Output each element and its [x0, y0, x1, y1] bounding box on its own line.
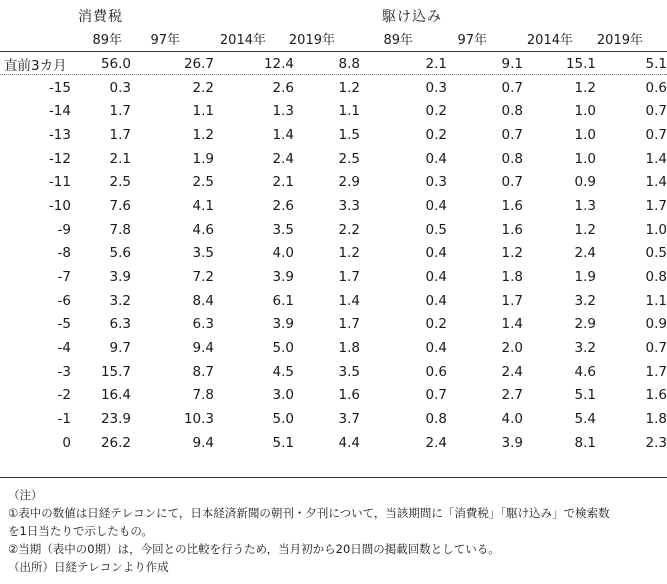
table-cell: 23.9 [100, 411, 131, 428]
table-cell: 4.6 [192, 221, 214, 238]
row-label: -3 [57, 363, 71, 380]
table-cell: 3.2 [574, 292, 596, 309]
table-cell: 2.2 [192, 79, 214, 96]
table-cell: 3.5 [338, 363, 360, 380]
table-cell: 1.9 [192, 150, 214, 167]
row-label: -7 [57, 269, 71, 286]
row-label: -14 [48, 103, 71, 120]
table-cell: 3.9 [272, 269, 294, 286]
table-cell: 3.5 [272, 221, 294, 238]
table-cell: 0.7 [645, 103, 667, 120]
table-cell: 8.8 [338, 55, 360, 72]
table-cell: 1.3 [574, 197, 596, 214]
table-cell: 1.8 [338, 340, 360, 357]
table-cell: 5.1 [645, 55, 667, 72]
table-cell: 3.7 [338, 411, 360, 428]
row-label: -5 [57, 316, 71, 333]
table-cell: 0.4 [425, 245, 447, 262]
table-cell: 4.5 [272, 363, 294, 380]
table-cell: 1.0 [574, 103, 596, 120]
table-cell: 5.1 [574, 387, 596, 404]
table-row [0, 431, 667, 455]
table-cell: 7.6 [109, 197, 131, 214]
group-header-rush-demand: 駆け込み [382, 9, 442, 25]
table-cell: 4.4 [338, 434, 360, 451]
table-cell: 2.3 [645, 434, 667, 451]
table-cell: 2.5 [109, 174, 131, 191]
group-header-consumption-tax: 消費税 [78, 9, 123, 25]
table-row [0, 52, 667, 76]
table-cell: 3.9 [109, 269, 131, 286]
table-cell: 0.7 [425, 387, 447, 404]
table-cell: 0.8 [501, 103, 523, 120]
table-cell: 1.7 [338, 269, 360, 286]
table-cell: 3.2 [574, 340, 596, 357]
table-cell: 1.2 [501, 245, 523, 262]
table-cell: 3.2 [109, 292, 131, 309]
table-cell: 12.4 [263, 55, 294, 72]
table-cell: 0.4 [425, 340, 447, 357]
table-cell: 8.4 [192, 292, 214, 309]
table-cell: 1.7 [501, 292, 523, 309]
table-cell: 1.1 [192, 103, 214, 120]
table-cell: 9.1 [501, 55, 523, 72]
year-header: 97年 [150, 33, 180, 48]
table-cell: 3.3 [338, 197, 360, 214]
table-cell: 2.7 [501, 387, 523, 404]
table-cell: 4.0 [501, 411, 523, 428]
table-cell: 5.4 [574, 411, 596, 428]
year-header: 2019年 [596, 33, 643, 48]
table-cell: 26.2 [100, 434, 131, 451]
table-cell: 1.6 [501, 197, 523, 214]
table-cell: 0.9 [574, 174, 596, 191]
table-cell: 0.7 [501, 174, 523, 191]
year-header-row [0, 29, 667, 49]
table-cell: 0.7 [501, 79, 523, 96]
table-row [0, 313, 667, 337]
note-line: を1日当たりで示したもの。 [8, 524, 153, 538]
row-label: -11 [48, 174, 71, 191]
table-cell: 1.7 [645, 363, 667, 380]
table-cell: 8.1 [574, 434, 596, 451]
table-cell: 4.1 [192, 197, 214, 214]
table-cell: 2.1 [272, 174, 294, 191]
table-cell: 2.1 [109, 150, 131, 167]
table-body [0, 52, 667, 455]
year-header: 2019年 [288, 33, 335, 48]
table-cell: 1.6 [645, 387, 667, 404]
table-cell: 0.2 [425, 316, 447, 333]
table-cell: 0.7 [501, 126, 523, 143]
table-cell: 0.4 [425, 269, 447, 286]
table-cell: 0.6 [425, 363, 447, 380]
table-cell: 2.9 [338, 174, 360, 191]
table-cell: 2.4 [425, 434, 447, 451]
table-cell: 0.8 [501, 150, 523, 167]
table-cell: 8.7 [192, 363, 214, 380]
year-header: 2014年 [219, 33, 266, 48]
row-label: -1 [57, 411, 71, 428]
notes-block [8, 486, 663, 576]
table-cell: 16.4 [100, 387, 131, 404]
table-cell: 7.2 [192, 269, 214, 286]
table-cell: 1.3 [272, 103, 294, 120]
table-cell: 1.4 [338, 292, 360, 309]
table-cell: 4.0 [272, 245, 294, 262]
table-cell: 1.0 [574, 150, 596, 167]
table-row [0, 147, 667, 171]
table-cell: 3.9 [501, 434, 523, 451]
table-row [0, 384, 667, 408]
table-cell: 2.6 [272, 79, 294, 96]
table-cell: 9.4 [192, 434, 214, 451]
table-cell: 5.0 [272, 340, 294, 357]
data-table [0, 52, 667, 455]
table-cell: 1.2 [574, 79, 596, 96]
table-row [0, 170, 667, 194]
table-cell: 1.4 [645, 174, 667, 191]
table-cell: 1.9 [574, 269, 596, 286]
table-cell: 1.0 [574, 126, 596, 143]
table-cell: 6.3 [109, 316, 131, 333]
table-cell: 6.1 [272, 292, 294, 309]
table-cell: 2.0 [501, 340, 523, 357]
table-cell: 15.7 [100, 363, 131, 380]
year-header: 89年 [92, 33, 122, 48]
table-cell: 0.4 [425, 197, 447, 214]
table-cell: 1.8 [645, 411, 667, 428]
table-row [0, 289, 667, 313]
table-row [0, 336, 667, 360]
table-row [0, 407, 667, 431]
row-label: -12 [48, 150, 71, 167]
table-row [0, 360, 667, 384]
table-cell: 1.7 [109, 126, 131, 143]
row-label: -4 [57, 340, 71, 357]
note-line: （出所）日経テレコンより作成 [8, 560, 169, 574]
table-cell: 4.6 [574, 363, 596, 380]
table-cell: 1.6 [338, 387, 360, 404]
table-cell: 0.8 [425, 411, 447, 428]
table-row [0, 123, 667, 147]
table-cell: 1.7 [645, 197, 667, 214]
table-cell: 0.6 [645, 79, 667, 96]
note-line: ②当期（表中の0期）は，今回との比較を行うため，当月初から20日間の掲載回数としている。 [8, 542, 500, 556]
note-line: ①表中の数値は日経テレコンにて，日本経済新聞の朝刊・夕刊について，当該期間に「消費税」「駆け込み」で検索数 [8, 506, 610, 520]
table-cell: 3.5 [192, 245, 214, 262]
table-cell: 1.0 [645, 221, 667, 238]
table-cell: 56.0 [100, 55, 131, 72]
year-header: 2014年 [526, 33, 573, 48]
table-cell: 2.9 [574, 316, 596, 333]
table-cell: 2.4 [501, 363, 523, 380]
table-cell: 1.1 [645, 292, 667, 309]
year-header: 97年 [457, 33, 487, 48]
table-cell: 2.6 [272, 197, 294, 214]
row-label: -10 [48, 197, 71, 214]
table-row [0, 76, 667, 100]
table-cell: 0.9 [645, 316, 667, 333]
table-cell: 0.7 [645, 340, 667, 357]
table-cell: 0.3 [425, 79, 447, 96]
table-cell: 7.8 [192, 387, 214, 404]
table-cell: 15.1 [565, 55, 596, 72]
table-cell: 2.4 [574, 245, 596, 262]
table-cell: 0.4 [425, 292, 447, 309]
table-cell: 0.8 [645, 269, 667, 286]
table-bottom-rule [0, 477, 667, 478]
row-label: -8 [57, 245, 71, 262]
table-cell: 0.5 [425, 221, 447, 238]
table-cell: 0.2 [425, 103, 447, 120]
table-cell: 1.4 [501, 316, 523, 333]
table-cell: 0.7 [645, 126, 667, 143]
table-cell: 3.0 [272, 387, 294, 404]
table-cell: 1.2 [338, 79, 360, 96]
table-cell: 0.5 [645, 245, 667, 262]
table-cell: 1.7 [338, 316, 360, 333]
table-cell: 2.2 [338, 221, 360, 238]
table-row [0, 99, 667, 123]
table-cell: 1.4 [645, 150, 667, 167]
table-cell: 1.2 [574, 221, 596, 238]
table-cell: 9.4 [192, 340, 214, 357]
table-cell: 0.3 [425, 174, 447, 191]
table-cell: 1.6 [501, 221, 523, 238]
table-row [0, 218, 667, 242]
table-cell: 0.3 [109, 79, 131, 96]
table-cell: 5.0 [272, 411, 294, 428]
row-label: -13 [48, 126, 71, 143]
table-cell: 2.1 [425, 55, 447, 72]
table-row [0, 194, 667, 218]
table-cell: 9.7 [109, 340, 131, 357]
row-label: -9 [57, 221, 71, 238]
table-row [0, 265, 667, 289]
table-cell: 1.4 [272, 126, 294, 143]
table-cell: 2.5 [338, 150, 360, 167]
table-cell: 5.1 [272, 434, 294, 451]
table-cell: 1.7 [109, 103, 131, 120]
table-cell: 2.5 [192, 174, 214, 191]
table-cell: 1.8 [501, 269, 523, 286]
table-cell: 7.8 [109, 221, 131, 238]
row-label: 直前3カ月 [4, 57, 67, 74]
row-label: -2 [57, 387, 71, 404]
table-row [0, 242, 667, 266]
table-cell: 6.3 [192, 316, 214, 333]
table-cell: 3.9 [272, 316, 294, 333]
table-cell: 5.6 [109, 245, 131, 262]
row-label: -15 [48, 79, 71, 96]
row-label: 0 [62, 434, 71, 451]
year-header: 89年 [383, 33, 413, 48]
table-cell: 1.1 [338, 103, 360, 120]
table-cell: 26.7 [183, 55, 214, 72]
table-cell: 0.2 [425, 126, 447, 143]
table-cell: 1.2 [192, 126, 214, 143]
row-label: -6 [57, 292, 71, 309]
table-cell: 10.3 [183, 411, 214, 428]
table-cell: 2.4 [272, 150, 294, 167]
table-cell: 0.4 [425, 150, 447, 167]
table-cell: 1.5 [338, 126, 360, 143]
table-cell: 1.2 [338, 245, 360, 262]
note-line: （注） [8, 488, 43, 502]
